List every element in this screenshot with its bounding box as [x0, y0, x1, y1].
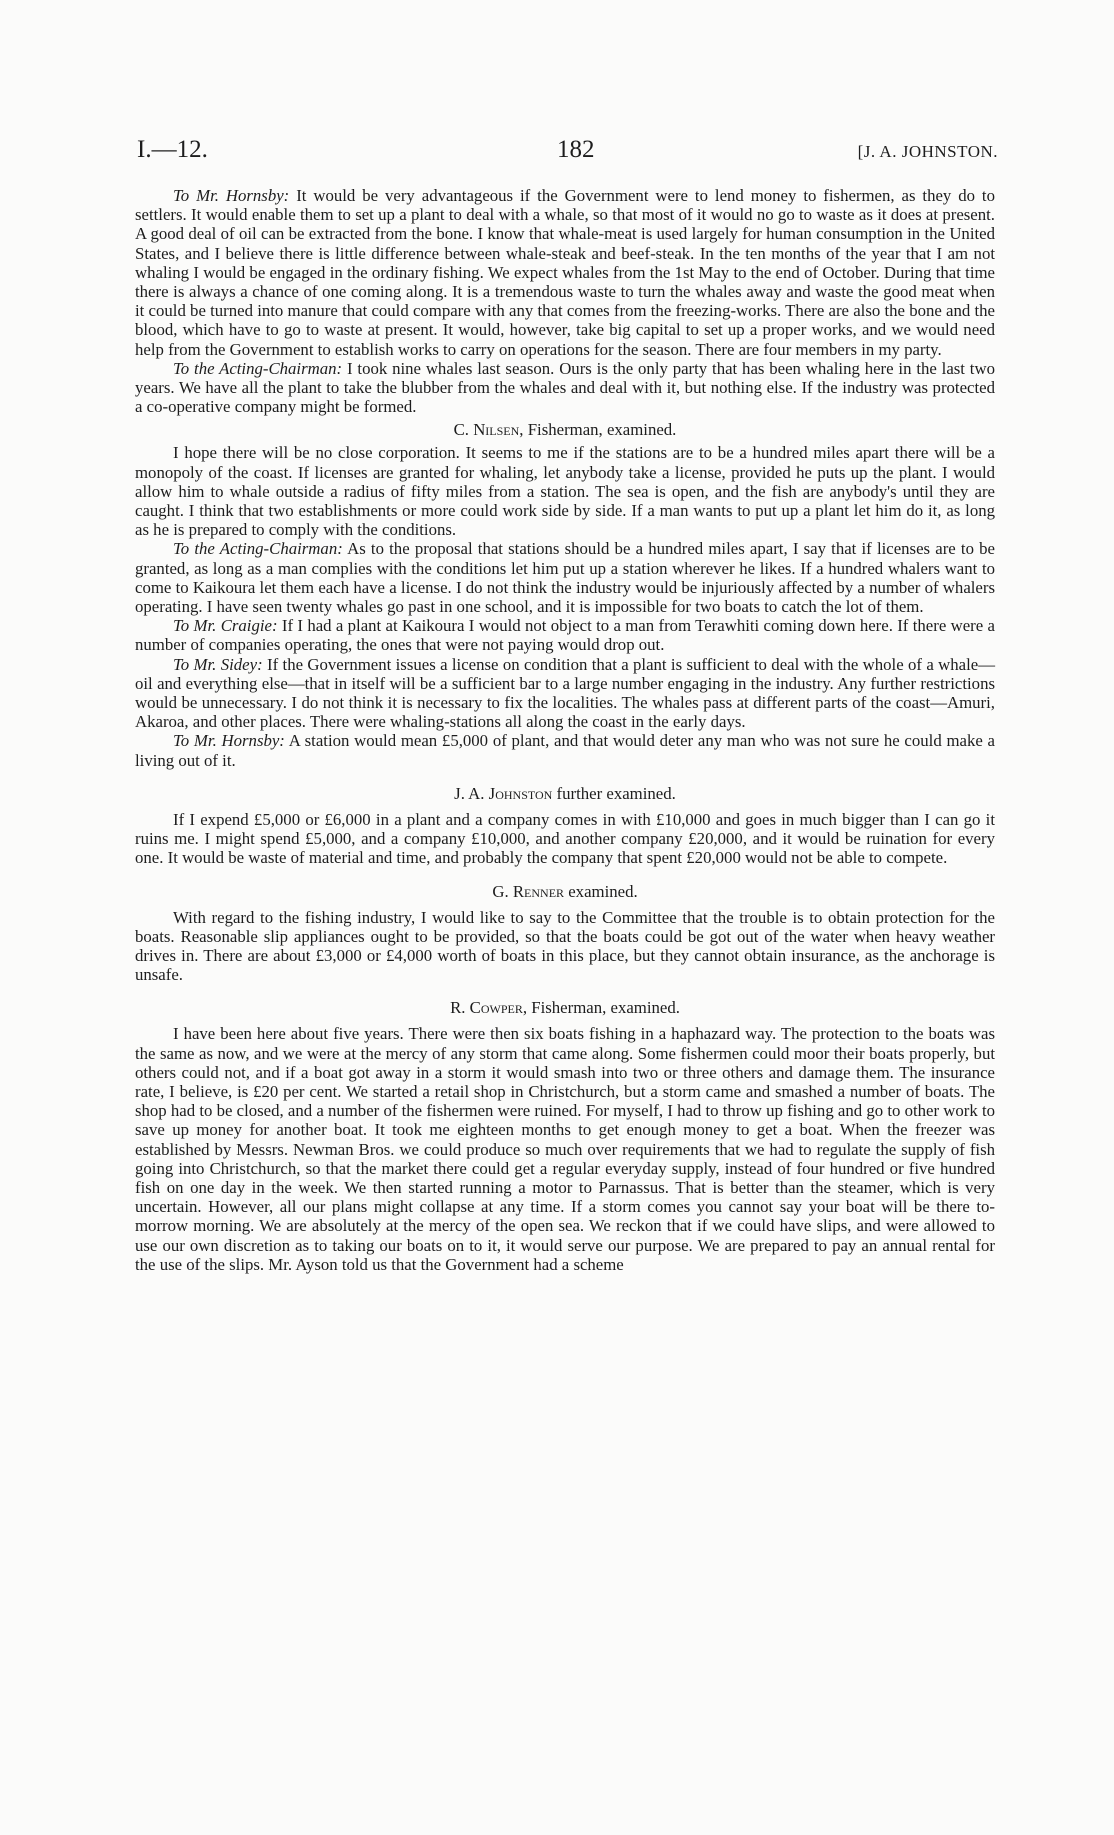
addressee: To the Acting-Chairman:: [173, 358, 343, 378]
paragraph: [135, 616, 995, 654]
witness-name: C. Nilsen,: [453, 420, 524, 440]
paragraph-text: With regard to the fishing industry, I would like to say to the Committee that the trouble is to obtain protection for the boats. Reasonable slip appliances ought to be provided, so that the boats could be got out of the water when heavy weather drives in. There are about £3,000 or £4,000 worth of boats in this place, but they cannot obtain insurance, as the anchorage is unsafe.: [135, 907, 995, 985]
addressee: To the Acting-Chairman:: [173, 539, 343, 559]
paragraph: [135, 731, 995, 769]
witness-name: R. Cowper,: [450, 998, 528, 1018]
paragraph: [135, 539, 995, 616]
paragraph-text: It would be very advantageous if the Government were to lend money to fishermen, as they do to settlers. It would enable them to set up a plant to deal with a whale, so that most of it would no go to waste as it does at present. A good deal of oil can be extracted from the bone. I know that whale-meat is used largely for human consumption in the United States, and I believe there is little difference between whale-steak and beef-steak. In the ten months of the year that I am not whaling I would be engaged in the ordinary fishing. We expect whales from the 1st May to the end of October. During that time there is always a chance of one coming along. It is a tremendous waste to turn the whales away and waste the good meat when it could be turned into manure that could compare with any that comes from the freezing-works. There are also the bone and the blood, which have to go to waste at present. It would, however, take big capital to set up a proper works, and we would need help from the Government to establish works to carry on operations for the season. There are four members in my party.: [135, 186, 995, 359]
paragraph-text: If I had a plant at Kaikoura I would not object to a man from Terawhiti coming down here. If there were a number of companies operating, the ones that were not paying would drop out.: [135, 616, 995, 655]
document-reference: I.—12.: [137, 136, 208, 163]
section-renner: [135, 882, 995, 985]
section-cowper: [135, 998, 995, 1274]
paragraph: [135, 908, 995, 985]
section-heading: [135, 420, 995, 440]
paragraph: [135, 810, 995, 868]
addressee: To Mr. Hornsby:: [173, 731, 285, 751]
paragraph-text: I hope there will be no close corporation. It seems to me if the stations are to be a hundred miles apart there will be a monopoly of the coast. If licenses are granted for whaling, let anybody take a license, provided he puts up the plant. I would allow him to whale outside a radius of fifty miles from a station. The sea is open, and the fish are anybody's until they are caught. I think that two establishments or more could work side by side. If a man wants to put up a plant let him do it, as long as he is prepared to comply with the conditions.: [135, 443, 995, 540]
paragraph-text: I took nine whales last season. Ours is the only party that has been whaling here in the last two years. We have all the plant to take the blubber from the whales and deal with it, but nothing else. If the industry was protected a co-operative company might be formed.: [135, 358, 995, 417]
page-header: [137, 136, 998, 172]
addressee: To Mr. Sidey:: [173, 654, 263, 674]
section-johnston-further: [135, 784, 995, 868]
section-nilsen: [135, 420, 995, 769]
paragraph: [135, 443, 995, 539]
heading-text: Fisherman, examined.: [523, 420, 677, 440]
paragraph: [135, 186, 995, 359]
paragraph: [135, 655, 995, 732]
section-heading: [135, 784, 995, 804]
witness-name: J. A. Johnston: [454, 783, 553, 803]
section-heading: [135, 882, 995, 902]
paragraph-text: As to the proposal that stations should be a hundred miles apart, I say that if licenses are to be granted, as long as a man complies with the conditions let him put up a station wherever he likes. If a hundred whalers want to come to Kaikoura let them each have a license. I do not think the industry would be injuriously affected by a number of whalers operating. I have seen twenty whales go past in one school, and it is impossible for two boats to catch the lot of them.: [135, 539, 995, 617]
heading-text: further examined.: [552, 783, 676, 803]
addressee: To Mr. Hornsby:: [173, 186, 290, 205]
witness-header: [J. A. JOHNSTON.: [857, 142, 998, 161]
document-body: [135, 186, 995, 1274]
paragraph: [135, 359, 995, 417]
witness-name: G. Renner: [492, 881, 565, 901]
paragraph-text: If the Government issues a license on condition that a plant is sufficient to deal with the whole of a whale—oil and everything else—that in itself will be a sufficient bar to a large number engaging in the industry. Any further restrictions would be unnecessary. I do not think it is necessary to fix the localities. The whales pass at different parts of the coast—Amuri, Akaroa, and other places. There were whaling-stations all along the coast in the early days.: [135, 654, 995, 732]
addressee: To Mr. Craigie:: [173, 616, 278, 636]
section-heading: [135, 998, 995, 1018]
heading-text: examined.: [564, 881, 638, 901]
section-johnston-continued: [135, 186, 995, 416]
paragraph-text: I have been here about five years. There were then six boats fishing in a haphazard way. The protection to the boats was the same as now, and we were at the mercy of any storm that came along. Some fishermen could moor their boats properly, but others could not, and if a boat got away in a storm it would smash into two or three others and damage them. The insurance rate, I believe, is £20 per cent. We started a retail shop in Christchurch, but a storm came and smashed a number of boats. The shop had to be closed, and a number of the fishermen were ruined. For myself, I had to throw up fishing and go to other work to save up money for another boat. It took me eighteen months to get enough money to get a boat. When the freezer was established by Messrs. Newman Bros. we could produce so much over requirements that we had to regulate the supply of fish going into Christchurch, so that the market there could get a regular everyday supply, instead of four hundred or five hundred fish on one day in the week. We then started running a motor to Parnassus. That is better than the steamer, which is very uncertain. However, all our plans might collapse at any time. If a storm comes you cannot say your boat will be there to-morrow morning. We are absolutely at the mercy of the open sea. We reckon that if we could have slips, and were allowed to use our own discretion as to taking our boats on to it, it would serve our purpose. We are prepared to pay an annual rental for the use of the slips. Mr. Ayson told us that the Government had a scheme: [135, 1024, 995, 1274]
heading-text: Fisherman, examined.: [527, 998, 680, 1018]
page-number: 182: [557, 136, 595, 163]
paragraph-text: A station would mean £5,000 of plant, and that would deter any man who was not sure he could make a living out of it.: [135, 731, 995, 770]
paragraph-text: If I expend £5,000 or £6,000 in a plant and a company comes in with £10,000 and goes in much bigger than I can go it ruins me. I might spend £5,000, and a company £10,000, and another company £20,000, and it would be ruination for every one. It would be waste of material and time, and probably the company that spent £20,000 would not be able to compete.: [135, 809, 995, 868]
paragraph: [135, 1024, 995, 1274]
